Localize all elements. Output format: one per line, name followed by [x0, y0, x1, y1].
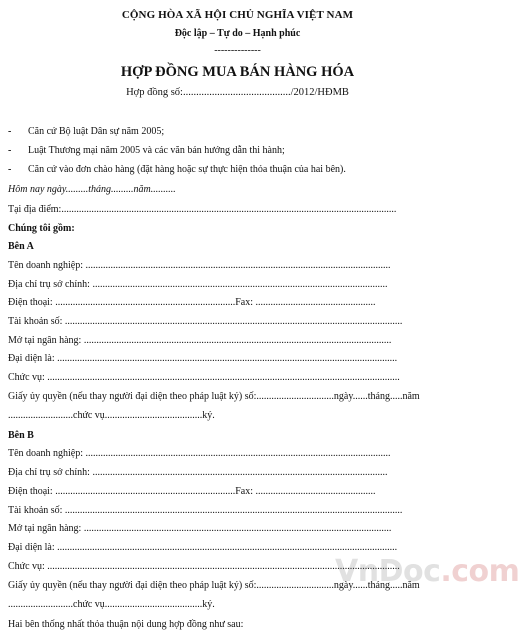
watermark-brand: VnDoc — [335, 554, 441, 589]
party-b-bank: Mở tại ngân hàng: ........................................................................................................................... — [8, 523, 392, 534]
party-a-heading: Bên A — [8, 241, 34, 252]
party-b-authorization: Giấy ủy quyền (nếu thay người đại diện theo pháp luật ký) số:...............................ngày......tháng.....năm — [8, 580, 420, 591]
party-b-phone: Điện thoại: ........................................................................Fax: ................................................ — [8, 486, 376, 497]
party-a-account: Tài khoản số: ....................................................................................................................................... — [8, 316, 403, 327]
watermark-domain: .com — [440, 554, 519, 589]
basis-text: Căn cứ vào đơn chào hàng (đặt hàng hoặc sự thực hiện thỏa thuận của hai bên). — [28, 164, 346, 175]
party-b-position: Chức vụ: ............................................................................................................................................. — [8, 561, 400, 572]
party-a-bank: Mở tại ngân hàng: ........................................................................................................................... — [8, 335, 392, 346]
party-a-authorization: Giấy ủy quyền (nếu thay người đại diện theo pháp luật ký) số:...............................ngày......tháng.....năm — [8, 391, 420, 402]
contract-number: Hợp đồng số:........................................./2012/HĐMB — [126, 87, 349, 98]
basis-bullet: - — [8, 145, 12, 156]
party-a-company: Tên doanh nghiệp: .......................................................................................................................... — [8, 260, 391, 271]
heading-divider: -------------- — [214, 45, 261, 56]
basis-bullet: - — [8, 126, 12, 137]
party-b-authorization-cont: ..........................chức vụ.......................................ký. — [8, 599, 215, 610]
document-title: HỢP ĐỒNG MUA BÁN HÀNG HÓA — [120, 64, 355, 80]
parties-heading: Chúng tôi gồm: — [8, 223, 75, 234]
party-b-heading: Bên B — [8, 430, 34, 441]
agreement-line: Hai bên thống nhất thỏa thuận nội dung hợp đồng như sau: — [8, 619, 244, 630]
party-b-company: Tên doanh nghiệp: .......................................................................................................................... — [8, 448, 391, 459]
party-a-authorization-cont: ..........................chức vụ.......................................ký. — [8, 410, 215, 421]
basis-text: Căn cứ Bộ luật Dân sự năm 2005; — [28, 126, 165, 137]
party-b-account: Tài khoản số: ....................................................................................................................................... — [8, 505, 403, 516]
national-heading: CỘNG HÒA XÃ HỘI CHỦ NGHĨA VIỆT NAM — [121, 9, 354, 21]
basis-bullet: - — [8, 164, 12, 175]
site-watermark — [335, 554, 519, 589]
party-b-representative: Đại diện là: ........................................................................................................................................ — [8, 542, 398, 553]
party-a-position: Chức vụ: ............................................................................................................................................. — [8, 372, 400, 383]
party-a-representative: Đại diện là: ........................................................................................................................................ — [8, 353, 398, 364]
place-line: Tại địa điểm:...................................................................................................................................... — [8, 204, 397, 215]
party-a-phone: Điện thoại: ........................................................................Fax: ................................................ — [8, 297, 376, 308]
basis-text: Luật Thương mại năm 2005 và các văn bản hướng dẫn thi hành; — [28, 145, 285, 156]
national-motto: Độc lập – Tự do – Hạnh phúc — [174, 28, 301, 39]
party-a-address: Địa chỉ trụ sở chính: ...................................................................................................................... — [8, 279, 388, 290]
date-line: Hôm nay ngày.........tháng.........năm.......... — [8, 184, 176, 195]
party-b-address: Địa chỉ trụ sở chính: ...................................................................................................................... — [8, 467, 388, 478]
